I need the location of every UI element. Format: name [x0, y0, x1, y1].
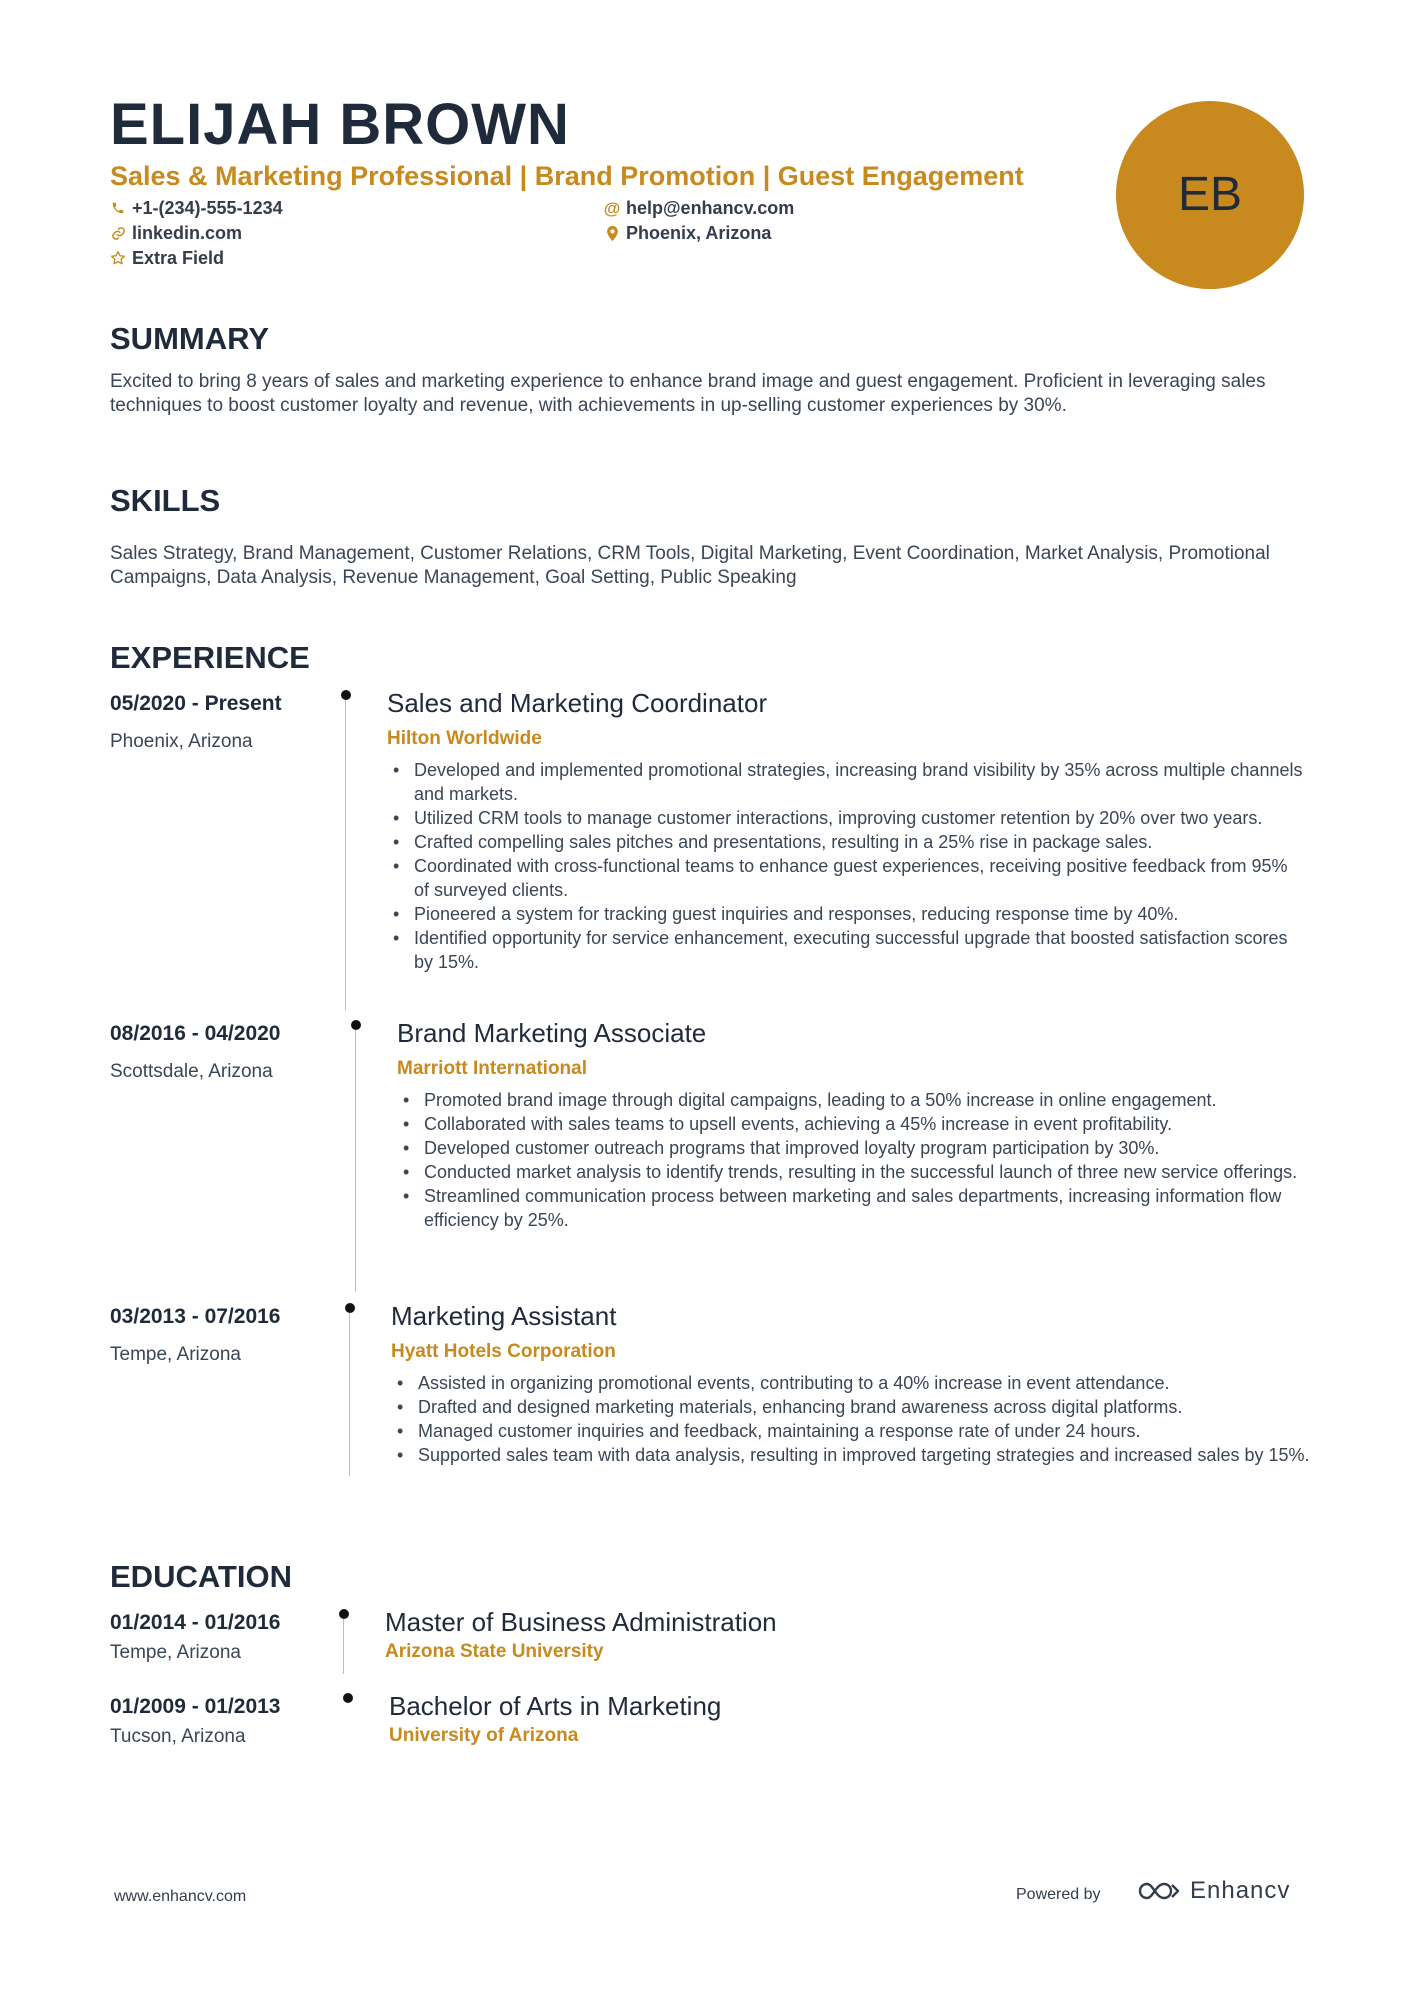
edu-school: University of Arizona	[389, 1725, 579, 1746]
job-location: Scottsdale, Arizona	[110, 1061, 273, 1082]
phone-icon	[110, 200, 126, 216]
job-bullet: • Promoted brand image through digital campaigns, leading to a 50% increase in online engagement.	[396, 1088, 1316, 1112]
skills-title: SKILLS	[110, 483, 221, 518]
extra-field-text: Extra Field	[132, 248, 225, 268]
email-text: help@enhancv.com	[626, 198, 795, 218]
job-bullet: • Identified opportunity for service enhancement, executing successful upgrade that boosted satisfaction scores by 15%.	[386, 926, 1306, 974]
edu-degree: Master of Business Administration	[385, 1607, 777, 1637]
job-bullet: • Pioneered a system for tracking guest inquiries and responses, reducing response time by 40%.	[386, 902, 1306, 926]
enhancv-logo[interactable]	[1136, 1879, 1290, 1903]
job-company: Marriott International	[397, 1058, 588, 1079]
education-title: EDUCATION	[110, 1559, 292, 1594]
timeline-line	[345, 700, 346, 1010]
map-pin-icon	[604, 225, 620, 241]
job-bullet: • Developed customer outreach programs that improved loyalty program participation by 30%.	[396, 1136, 1316, 1160]
edu-date: 01/2014 - 01/2016	[110, 1611, 281, 1634]
job-bullets	[386, 758, 1306, 974]
phone-text: +1-(234)-555-1234	[132, 198, 283, 218]
timeline-dot	[343, 1693, 353, 1703]
job-company: Hyatt Hotels Corporation	[391, 1341, 616, 1362]
job-role: Brand Marketing Associate	[397, 1018, 707, 1048]
timeline-line	[355, 1030, 356, 1292]
job-date: 03/2013 - 07/2016	[110, 1305, 281, 1328]
job-bullet: • Supported sales team with data analysis, resulting in improved targeting strategies and increased sales by 15%.	[390, 1443, 1310, 1467]
job-bullet: • Collaborated with sales teams to upsell events, achieving a 45% increase in event profitability.	[396, 1112, 1316, 1136]
job-bullet: • Managed customer inquiries and feedback, maintaining a response rate of under 24 hours.	[390, 1419, 1310, 1443]
job-date: 08/2016 - 04/2020	[110, 1022, 281, 1045]
job-company: Hilton Worldwide	[387, 728, 542, 749]
job-role: Marketing Assistant	[391, 1301, 617, 1331]
job-bullets	[396, 1088, 1316, 1232]
location-text: Phoenix, Arizona	[626, 223, 772, 243]
summary-text: Excited to bring 8 years of sales and marketing experience to enhance brand image and guest engagement. Proficient in leveraging sales techniques to boost customer loyalty and revenue, with achievements in up-selling customer experiences by 30%.	[110, 371, 1266, 416]
candidate-name: ELIJAH BROWN	[110, 92, 570, 157]
avatar-initials: EB	[1177, 168, 1243, 221]
summary-title: SUMMARY	[110, 321, 270, 356]
edu-school: Arizona State University	[385, 1641, 604, 1662]
footer-url[interactable]: www.enhancv.com	[114, 1888, 247, 1905]
powered-by-label: Powered by	[1016, 1886, 1101, 1903]
contact-extra	[110, 249, 224, 267]
timeline-dot	[339, 1609, 349, 1619]
contact-phone[interactable]	[110, 199, 283, 217]
edu-location: Tucson, Arizona	[110, 1726, 246, 1747]
job-location: Phoenix, Arizona	[110, 731, 253, 752]
job-bullet: • Coordinated with cross-functional teams to enhance guest experiences, receiving positive feedback from 95% of surveyed clients.	[386, 854, 1306, 902]
job-bullet: • Utilized CRM tools to manage customer interactions, improving customer retention by 20% over two years.	[386, 806, 1306, 830]
job-location: Tempe, Arizona	[110, 1344, 241, 1365]
headline: Sales & Marketing Professional | Brand Promotion | Guest Engagement	[110, 161, 1024, 191]
link-icon	[110, 225, 126, 241]
skills-text: Sales Strategy, Brand Management, Customer Relations, CRM Tools, Digital Marketing, Event Coordination, Market Analysis, Promotional Campaigns, Data Analysis, Revenue Management, Goal Setting, Public Speaking	[110, 543, 1270, 588]
infinity-logo-icon	[1136, 1879, 1182, 1903]
star-icon	[110, 250, 126, 266]
timeline-dot	[351, 1020, 361, 1030]
contact-email[interactable]	[604, 199, 794, 217]
job-bullet: • Crafted compelling sales pitches and presentations, resulting in a 25% rise in package sales.	[386, 830, 1306, 854]
edu-date: 01/2009 - 01/2013	[110, 1695, 281, 1718]
edu-degree: Bachelor of Arts in Marketing	[389, 1691, 722, 1721]
job-date: 05/2020 - Present	[110, 692, 282, 715]
contact-linkedin[interactable]	[110, 224, 242, 242]
job-bullet: • Conducted market analysis to identify trends, resulting in the successful launch of three new service offerings.	[396, 1160, 1316, 1184]
timeline-dot	[341, 690, 351, 700]
job-bullet: • Streamlined communication process between marketing and sales departments, increasing information flow efficiency by 25%.	[396, 1184, 1316, 1232]
job-bullet: • Developed and implemented promotional strategies, increasing brand visibility by 35% across multiple channels and markets.	[386, 758, 1306, 806]
experience-title: EXPERIENCE	[110, 640, 310, 675]
avatar	[1116, 101, 1304, 289]
job-role: Sales and Marketing Coordinator	[387, 688, 768, 718]
at-icon: @	[603, 198, 621, 218]
linkedin-text: linkedin.com	[132, 223, 243, 243]
edu-location: Tempe, Arizona	[110, 1642, 241, 1663]
job-bullet: • Assisted in organizing promotional events, contributing to a 40% increase in event attendance.	[390, 1371, 1310, 1395]
job-bullet: • Drafted and designed marketing materials, enhancing brand awareness across digital platforms.	[390, 1395, 1310, 1419]
timeline-line	[349, 1313, 350, 1476]
timeline-line	[343, 1619, 344, 1674]
brand-name: Enhancv	[1190, 1877, 1291, 1904]
contact-location	[604, 224, 771, 242]
job-bullets	[390, 1371, 1310, 1467]
timeline-dot	[345, 1303, 355, 1313]
